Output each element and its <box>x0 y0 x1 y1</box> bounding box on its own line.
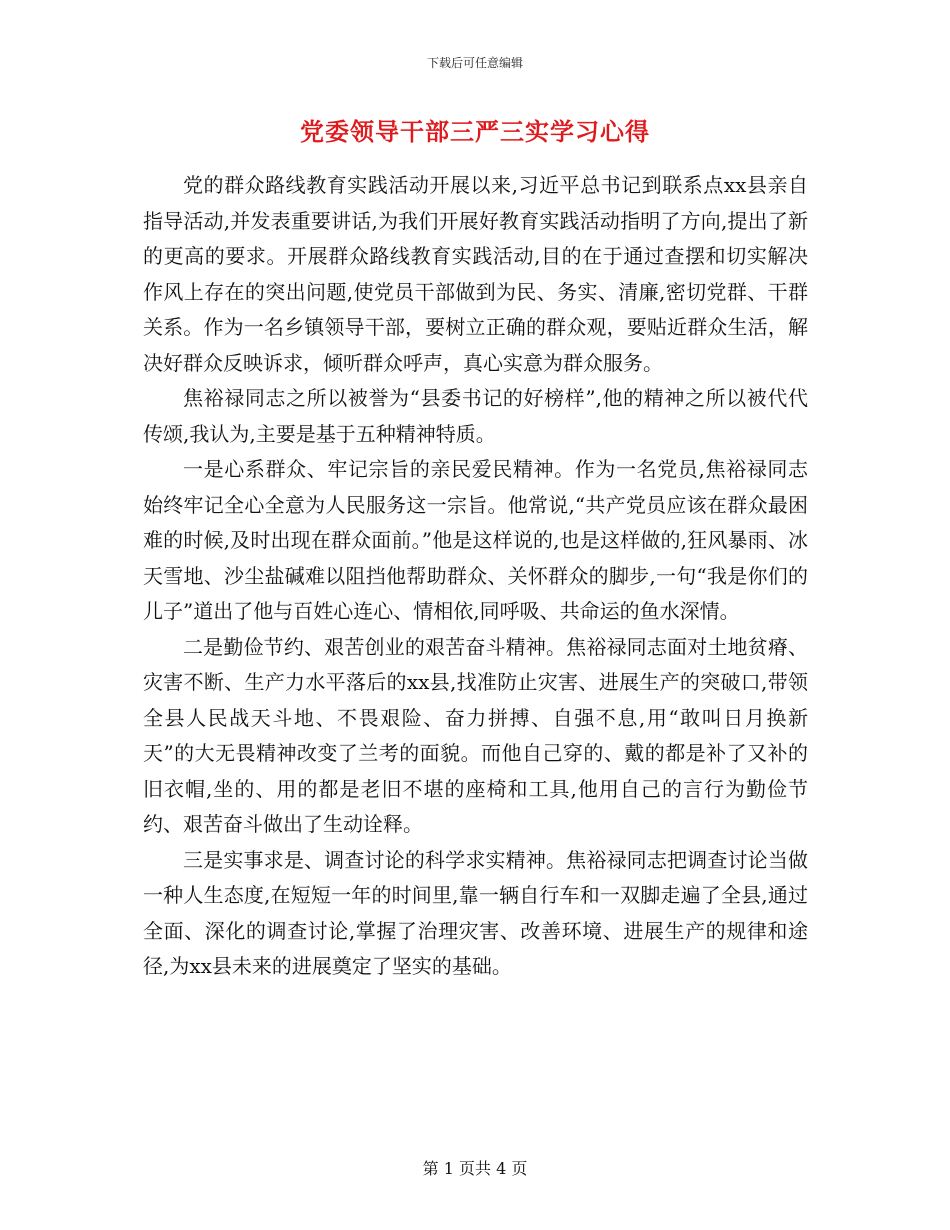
paragraph: 三是实事求是、调查讨论的科学求实精神。焦裕禄同志把调查讨论当做一种人生态度,在短短一年的时间里,靠一辆自行车和一双脚走遍了全县,通过全面、深化的调查讨论,掌握了治理灾害、改善环境、进展生产的规律和途径,为xx县未来的进展奠定了坚实的基础。 <box>143 847 808 978</box>
document-body <box>143 168 808 985</box>
page-number: 第 1 页共 4 页 <box>422 1159 528 1178</box>
paragraph: 党的群众路线教育实践活动开展以来,习近平总书记到联系点xx县亲自指导活动,并发表重要讲话,为我们开展好教育实践活动指明了方向,提出了新的更高的要求。开展群众路线教育实践活动,目的在于通过查摆和切实解决作风上存在的突出问题,使党员干部做到为民、务实、清廉,密切党群、干群关系。作为一名乡镇领导干部，要树立正确的群众观，要贴近群众生活，解决好群众反映诉求，倾听群众呼声，真心实意为群众服务。 <box>143 173 808 375</box>
paragraph: 焦裕禄同志之所以被誉为“县委书记的好榜样”,他的精神之所以被代代传颂,我认为,主要是基于五种精神特质。 <box>143 386 808 446</box>
paragraph: 二是勤俭节约、艰苦创业的艰苦奋斗精神。焦裕禄同志面对土地贫瘠、灾害不断、生产力水平落后的xx县,找准防止灾害、进展生产的突破口,带领全县人民战天斗地、不畏艰险、奋力拼搏、自强不息,用“敢叫日月换新天”的大无畏精神改变了兰考的面貌。而他自己穿的、戴的都是补了又补的旧衣帽,坐的、用的都是老旧不堪的座椅和工具,他用自己的言行为勤俭节约、艰苦奋斗做出了生动诠释。 <box>143 634 808 836</box>
document-title: 党委领导干部三严三实学习心得 <box>300 117 650 146</box>
header-note: 下载后可任意编辑 <box>426 56 523 70</box>
paragraph: 一是心系群众、牢记宗旨的亲民爱民精神。作为一名党员,焦裕禄同志始终牢记全心全意为人民服务这一宗旨。他常说,“共产党员应该在群众最困难的时候,及时出现在群众面前。”他是这样说的,也是这样做的,狂风暴雨、冰天雪地、沙尘盐碱难以阻挡他帮助群众、关怀群众的脚步,一句“我是你们的儿子”道出了他与百姓心连心、情相依,同呼吸、共命运的鱼水深情。 <box>143 457 808 623</box>
